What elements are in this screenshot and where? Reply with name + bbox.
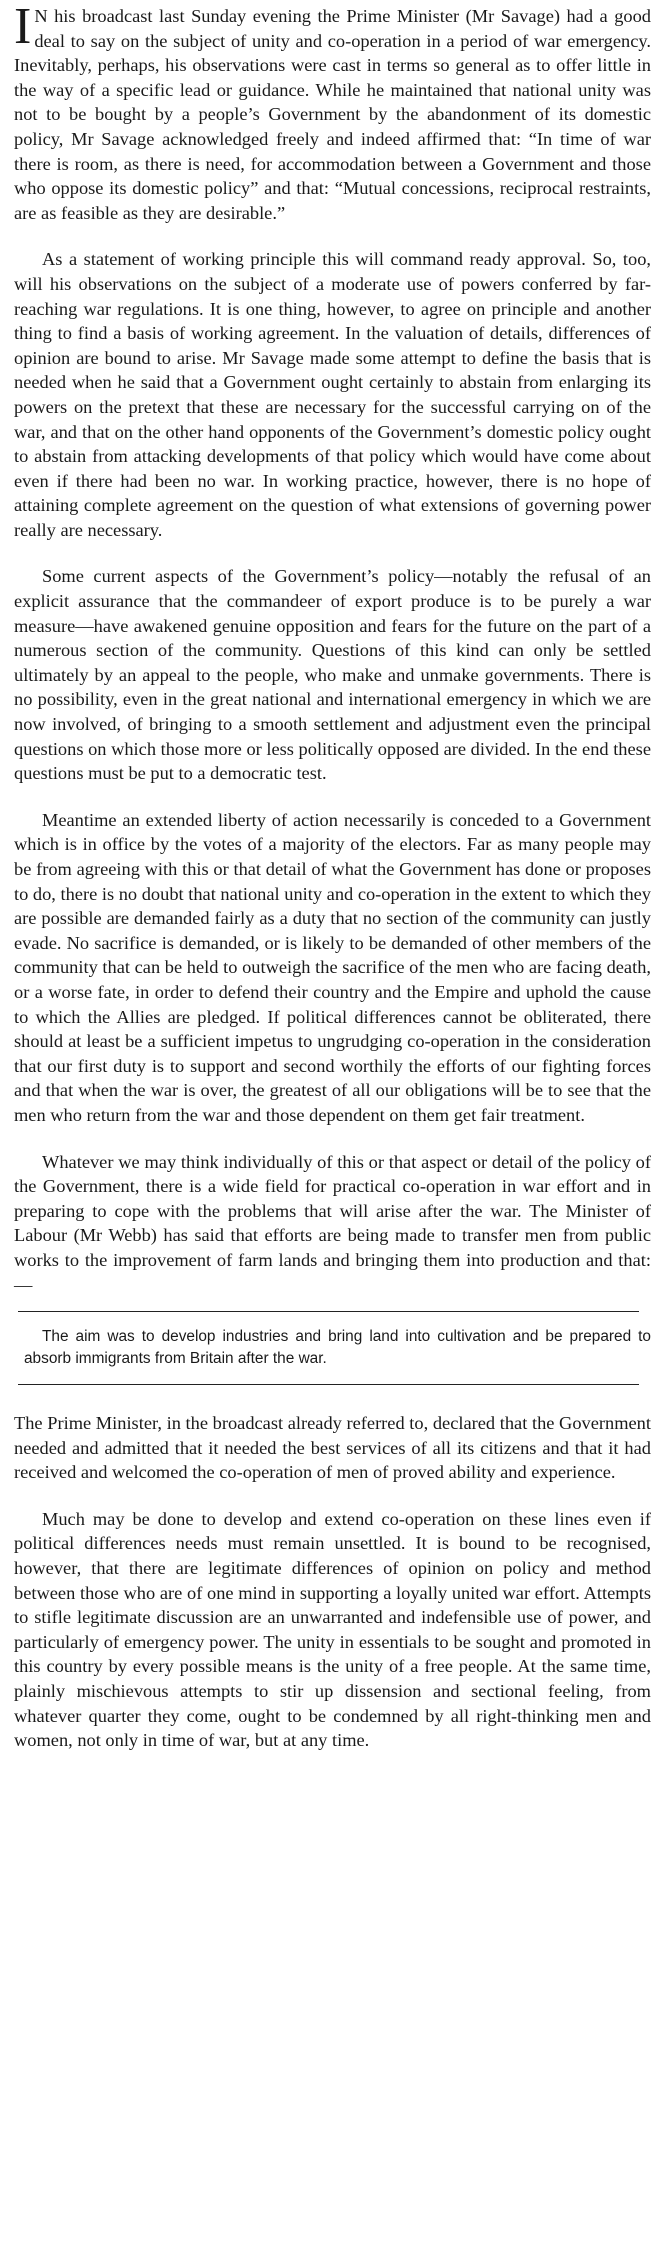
paragraph-5: Whatever we may think individually of this or that aspect or detail of the policy of the Government, there is a wide field for practical co-operation in war effort and in preparing to cope with the problems that will arise after the war. The Minister of Labour (Mr Webb) has said that efforts are being made to transfer men from public works to the improvement of farm lands and bringing them into production and that:— (14, 1151, 651, 1295)
paragraph-4: Meantime an extended liberty of action necessarily is conceded to a Government which is in office by the votes of a majority of the electors. Far as many people may be from agreeing with this or that detail of what the Government has done or proposes to do, there is no doubt that national unity and co-operation in the extent to which they are possible are demanded fairly as a duty that no section of the community can justly evade. No sacrifice is demanded, or is likely to be demanded of other members of the community that can be held to outweigh the sacrifice of the men who are facing death, or a worse fate, in order to defend their country and the Empire and uphold the cause to which the Allies are pledged. If political differences cannot be obliterated, there should at least be a sufficient impetus to ungrudging co-operation in the consideration that our first duty is to support and second worthily the efforts of our fighting forces and that when the war is over, the greatest of all our obligations will be to see that the men who return from the war and those dependent on them get fair treatment. (14, 809, 651, 1125)
paragraph-1-text: N his broadcast last Sunday evening the Prime Minister (Mr Savage) had a good deal to say on the subject of unity and co-operation in a period of war emergency. Inevitably, perhaps, his observations were cast in terms so general as to offer little in the way of a specific lead or guidance. While he maintained that national unity was not to be bought by a people’s Government by the abandonment of its domestic policy, Mr Savage acknowledged freely and indeed affirmed that: “In time of war there is room, as there is need, for accommodation between a Government and those who oppose its domestic policy” and that: “Mutual concessions, reciprocal restraints, are as feasible as they are desirable.” (14, 6, 651, 223)
paragraph-6: The Prime Minister, in the broadcast already referred to, declared that the Government needed and admitted that it needed the best services of all its citizens and that it had received and welcomed the co-operation of men of proved ability and experience. (14, 1413, 651, 1483)
paragraph-1 (14, 0, 651, 225)
editorial-article (14, 0, 651, 1753)
divider-line (18, 1384, 639, 1385)
paragraph-2: As a statement of working principle this will command ready approval. So, too, will his observations on the subject of a moderate use of powers conferred by far-reaching war regulations. It is one thing, however, to agree on principle and another thing to find a basis of working agreement. In the valuation of details, differences of opinion are bound to arise. Mr Savage made some attempt to define the basis that is needed when he said that a Government ought certainly to abstain from enlarging its powers on the pretext that these are necessary for the successful carrying on of the war, and that on the other hand opponents of the Government’s domestic policy ought to abstain from attacking developments of that policy which would have come about even if there had been no war. In working practice, however, there is no hope of attaining complete agreement on the question of what extensions of governing power really are necessary. (14, 249, 651, 540)
divider-line (18, 1311, 639, 1312)
drop-cap: I (14, 0, 32, 55)
paragraph-3: Some current aspects of the Government’s policy—notably the refusal of an explicit assurance that the commandeer of export produce is to be purely a war measure—have awakened genuine opposition and fears for the future on the part of a numerous section of the community. Questions of this kind can only be settled ultimately by an appeal to the people, who make and unmake governments. There is no possibility, even in the great national and international emergency in which we are now involved, of bringing to a smooth settlement and adjustment even the principal questions on which those more or less politically opposed are divided. In the end these questions must be put to a democratic test. (14, 566, 651, 784)
paragraph-7: Much may be done to develop and extend co-operation on these lines even if political differences needs must remain unsettled. It is bound to be recognised, however, that there are legitimate differences of opinion on policy and method between those who are of one mind in supporting a loyally united war effort. Attempts to stifle legitimate discussion are an unwarranted and indefensible use of power, and particularly of emergency power. The unity in essentials to be sought and promoted in this country by every possible means is the unity of a free people. At the same time, plainly mischievous attempts to stir up dissension and sectional feeling, from whatever quarter they come, ought to be condemned by all right-thinking men and women, not only in time of war, but at any time. (14, 1508, 651, 1751)
block-quote: The aim was to develop industries and bring land into cultivation and be prepared to absorb immigrants from Britain after the war. (24, 1328, 651, 1368)
